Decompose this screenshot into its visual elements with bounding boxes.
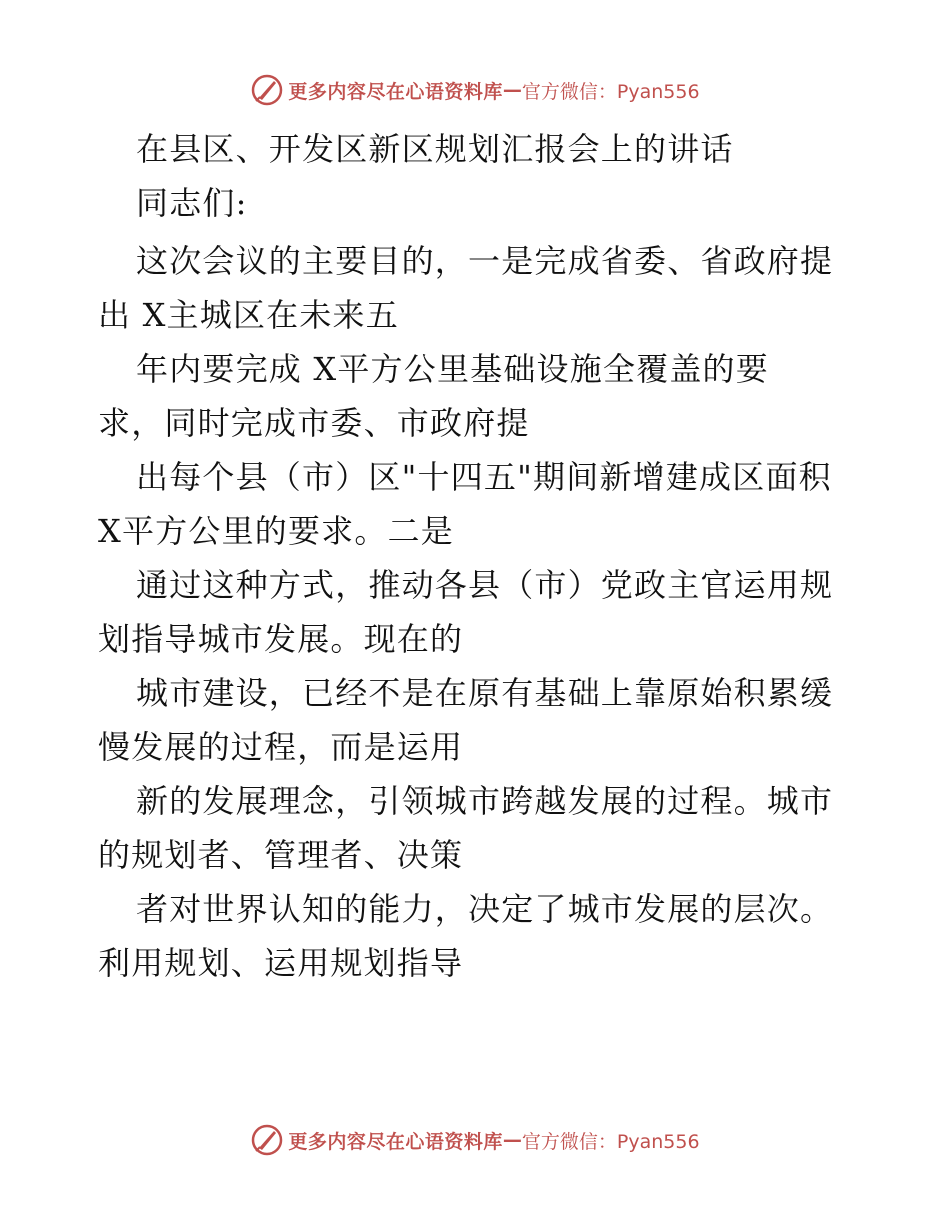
footer-banner <box>0 1120 950 1160</box>
paragraph-line: 新的发展理念，引领城市跨越发展的过程。城市 <box>136 782 834 820</box>
paragraph-line: 者对世界认知的能力，决定了城市发展的层次。 <box>136 890 834 928</box>
paragraph-line: 划指导城市发展。现在的 <box>98 620 464 658</box>
paragraph-line: 出 X主城区在未来五 <box>98 296 399 334</box>
paragraph-line: 通过这种方式，推动各县（市）党政主官运用规 <box>136 566 834 604</box>
paragraph-line: 城市建设，已经不是在原有基础上靠原始积累缓 <box>136 674 834 712</box>
banner-site-text: 更多内容尽在心语资料库 <box>288 1130 503 1153</box>
quill-pen-logo-icon <box>250 73 284 107</box>
salutation: 同志们: <box>136 184 248 222</box>
header-banner <box>0 70 950 110</box>
paragraph-lines <box>98 234 858 990</box>
banner-contact-text: 官方微信：Pyan556 <box>521 1130 700 1153</box>
paragraph-line: 这次会议的主要目的，一是完成省委、省政府提 <box>136 242 834 280</box>
banner-contact-text: 官方微信：Pyan556 <box>521 80 700 103</box>
paragraph-line: X平方公里的要求。二是 <box>98 512 454 550</box>
paragraph-line: 慢发展的过程，而是运用 <box>98 728 464 766</box>
document-title: 在县区、开发区新区规划汇报会上的讲话 <box>136 130 734 168</box>
paragraph-line: 求，同时完成市委、市政府提 <box>98 404 530 442</box>
banner-site-text: 更多内容尽在心语资料库 <box>288 80 503 103</box>
banner-separator: — <box>502 1129 522 1151</box>
banner-separator: — <box>502 79 522 101</box>
paragraph-line: 年内要完成 X平方公里基础设施全覆盖的要 <box>136 350 769 388</box>
document-body <box>98 122 858 990</box>
quill-pen-logo-icon <box>250 1123 284 1157</box>
paragraph-line: 利用规划、运用规划指导 <box>98 944 464 982</box>
paragraph-line: 的规划者、管理者、决策 <box>98 836 464 874</box>
paragraph-line: 出每个县（市）区"十四五"期间新增建成区面积 <box>136 458 832 496</box>
